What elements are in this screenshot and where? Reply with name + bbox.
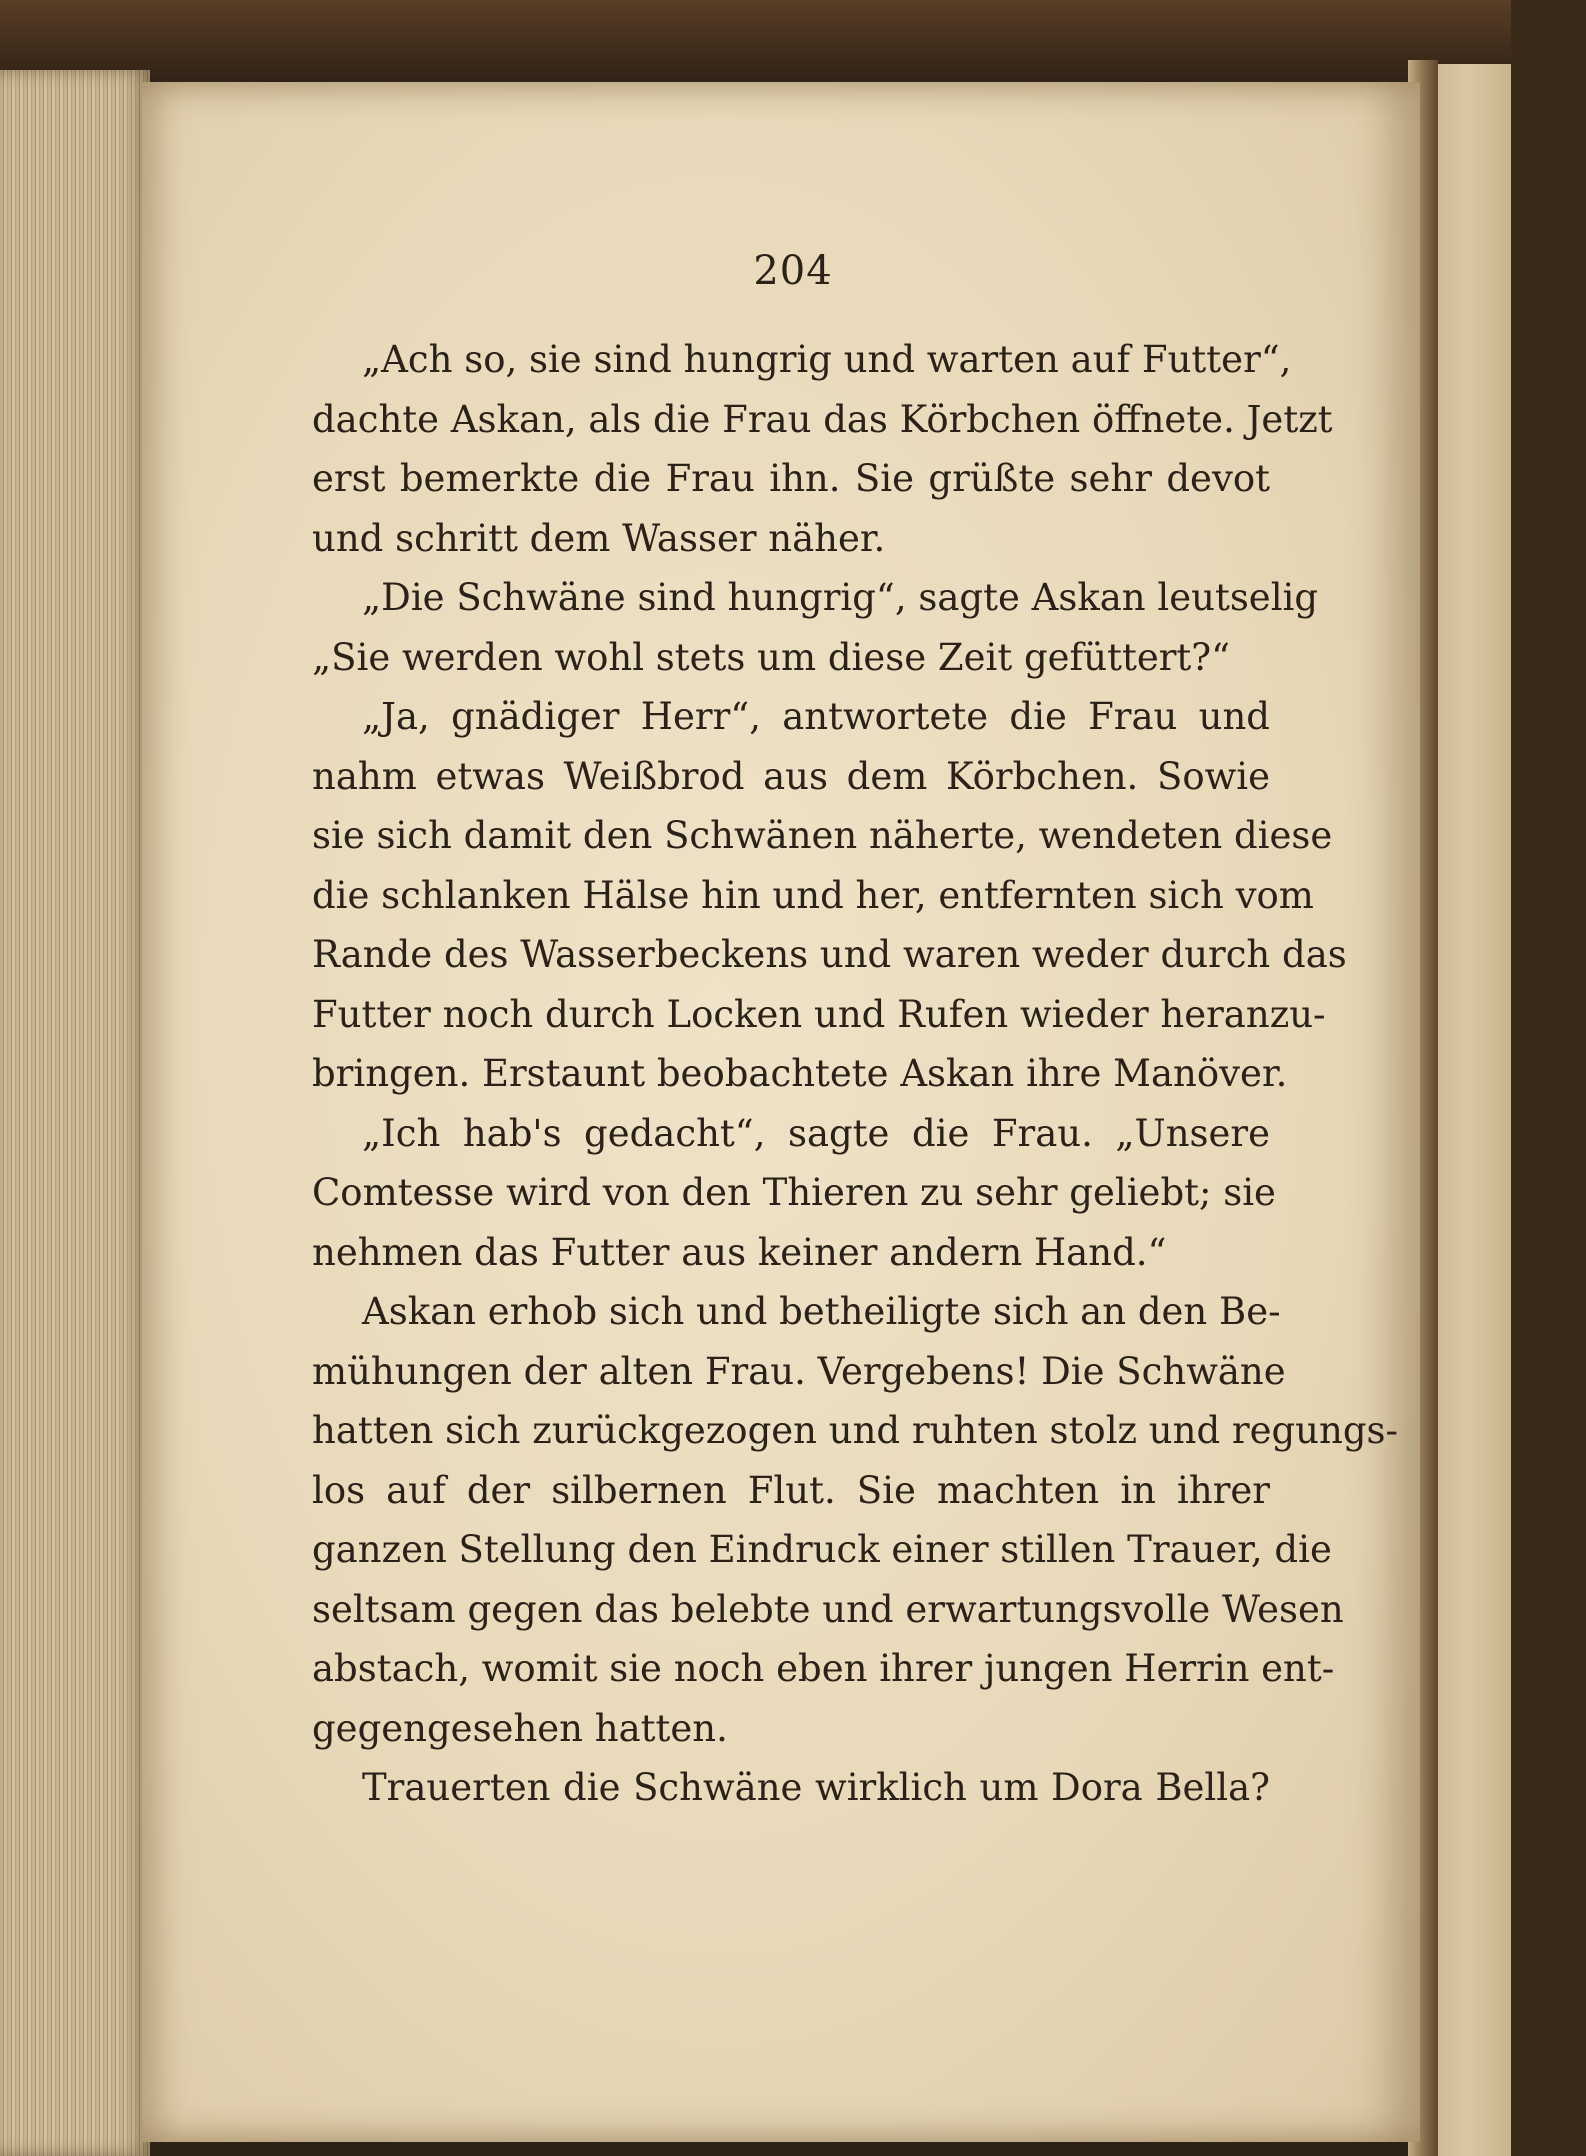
- text-line: „Sie werden wohl stets um diese Zeit gefüttert?“: [312, 635, 1231, 679]
- text-line: Trauerten die Schwäne wirklich um Dora Bella?: [362, 1766, 1270, 1809]
- page-number: 204: [753, 248, 833, 294]
- text-line: nehmen das Futter aus keiner andern Hand.“: [312, 1230, 1167, 1274]
- text-line: „Ach so, sie sind hungrig und warten auf Futter“,: [362, 338, 1292, 381]
- text-line: sie sich damit den Schwänen näherte, wendeten diese: [312, 814, 1333, 857]
- text-line: gegengesehen hatten.: [312, 1706, 728, 1750]
- text-line: erst bemerkte die Frau ihn. Sie grüßte sehr devot: [312, 457, 1270, 500]
- text-line: bringen. Erstaunt beobachtete Askan ihre Manöver.: [312, 1052, 1288, 1095]
- text-line: mühungen der alten Frau. Vergebens! Die Schwäne: [312, 1349, 1286, 1393]
- page-edges-left: [0, 70, 150, 2156]
- text-line: dachte Askan, als die Frau das Körbchen öffnete. Jetzt: [312, 397, 1333, 441]
- text-line: „Die Schwäne sind hungrig“, sagte Askan leutselig: [362, 576, 1319, 619]
- text-line: seltsam gegen das belebte und erwartungsvolle Wesen: [312, 1587, 1344, 1631]
- text-line: abstach, womit sie noch eben ihrer jungen Herrin ent-: [312, 1647, 1335, 1690]
- text-line: die schlanken Hälse hin und her, entfernten sich vom: [312, 873, 1314, 917]
- text-line: „Ich hab's gedacht“, sagte die Frau. „Unsere: [362, 1111, 1270, 1155]
- text-line: hatten sich zurückgezogen und ruhten stolz und regungs-: [312, 1409, 1398, 1452]
- text-line: ganzen Stellung den Eindruck einer stillen Trauer, die: [312, 1528, 1332, 1571]
- next-page-edge: [1432, 64, 1511, 2156]
- text-line: Futter noch durch Locken und Rufen wieder heranzu-: [312, 992, 1326, 1036]
- text-line: nahm etwas Weißbrod aus dem Körbchen. Sowie: [312, 754, 1270, 798]
- text-line: Askan erhob sich und betheiligte sich an den Be-: [362, 1290, 1281, 1333]
- text-line: Rande des Wasserbeckens und waren weder durch das: [312, 933, 1347, 976]
- text-line: „Ja, gnädiger Herr“, antwortete die Frau und: [362, 695, 1270, 738]
- text-line: Comtesse wird von den Thieren zu sehr geliebt; sie: [312, 1171, 1276, 1214]
- book-cover-top: [0, 0, 1511, 95]
- text-line: und schritt dem Wasser näher.: [312, 516, 886, 560]
- body-text: [312, 330, 1398, 1818]
- text-line: los auf der silbernen Flut. Sie machten in ihrer: [312, 1468, 1270, 1512]
